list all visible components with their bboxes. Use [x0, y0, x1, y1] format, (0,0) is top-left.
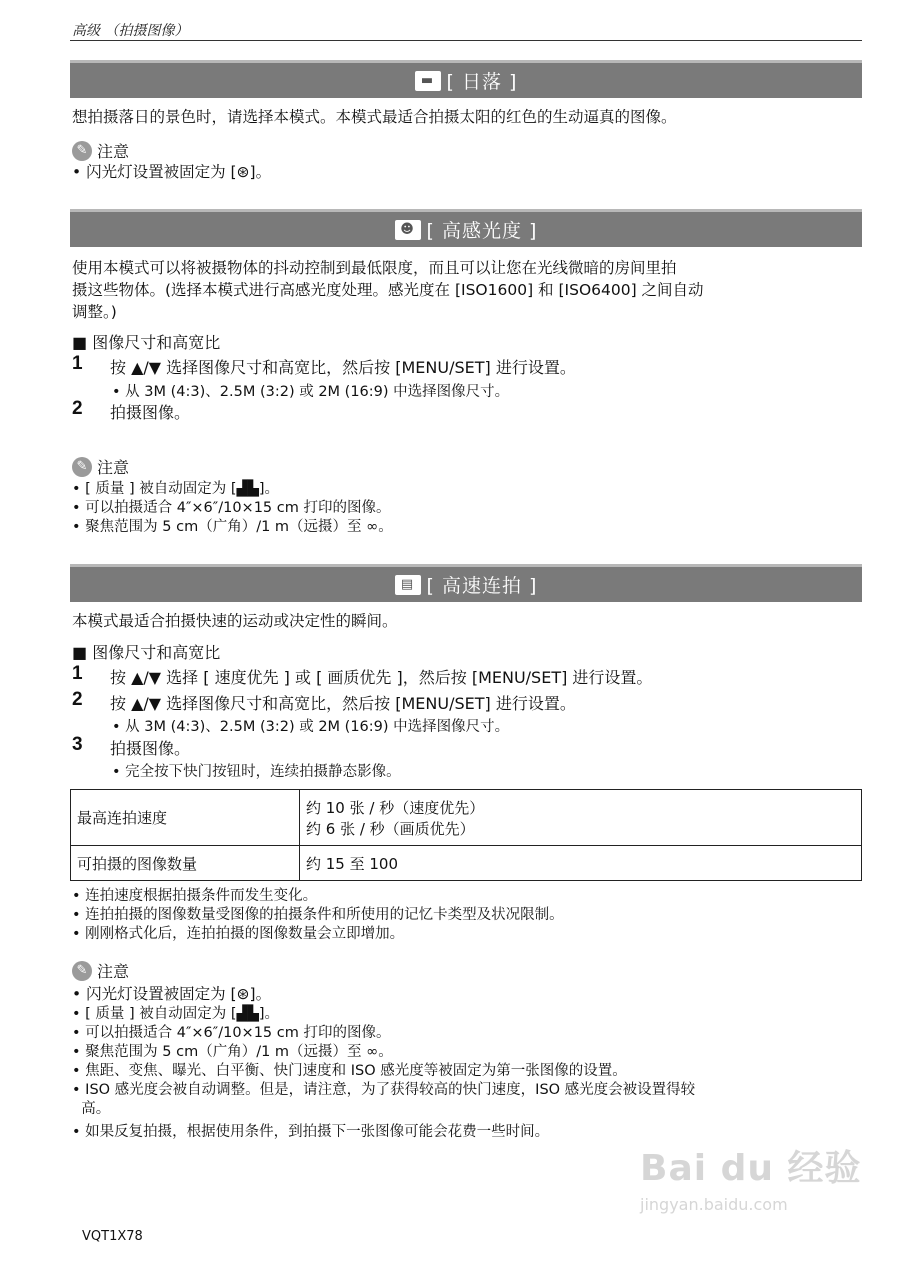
high-sens-note-1: • [ 质量 ] 被自动固定为 [▟▙]。: [72, 481, 280, 497]
burst-table-note-1: • 连拍速度根据拍摄条件而发生变化。: [72, 888, 318, 904]
burst-spec-table: [70, 789, 862, 881]
burst-step-2-sub: • 从 3M (4:3)、2.5M (3:2) 或 2M (16:9) 中选择图像尺寸。: [112, 719, 510, 735]
high-sens-sub-heading: ■ 图像尺寸和高宽比: [72, 333, 221, 352]
burst-step-2-num: 2: [72, 689, 83, 710]
section-title-high-sensitivity: [ 高感光度 ]: [426, 220, 538, 242]
burst-step-1-text: 按 ▲/▼ 选择 [ 速度优先 ] 或 [ 画质优先 ]，然后按 [MENU/SET] 进行设置。: [110, 668, 653, 687]
high-sens-step-1-text: 按 ▲/▼ 选择图像尺寸和高宽比，然后按 [MENU/SET] 进行设置。: [110, 358, 576, 377]
sunset-note-1: • 闪光灯设置被固定为 [⊛]。: [72, 163, 272, 181]
burst-description: 本模式最适合拍摄快速的运动或决定性的瞬间。: [72, 612, 398, 630]
header-rule: [70, 40, 862, 41]
burst-note-3: • 可以拍摄适合 4″×6″/10×15 cm 打印的图像。: [72, 1025, 391, 1041]
sunset-description: 想拍摄落日的景色时，请选择本模式。本模式最适合拍摄太阳的红色的生动逼真的图像。: [72, 108, 677, 126]
watermark-brand: Bai du 经验: [640, 1148, 862, 1189]
burst-table-note-3: • 刚刚格式化后，连拍拍摄的图像数量会立即增加。: [72, 926, 405, 942]
high-sens-desc-line-2: 摄这些物体。(选择本模式进行高感光度处理。感光度在 [ISO1600] 和 [ISO6400] 之间自动: [72, 281, 704, 299]
burst-step-3-sub: • 完全按下快门按钮时，连续拍摄静态影像。: [112, 764, 401, 780]
high-sensitivity-icon: ☻: [395, 220, 421, 240]
burst-sub-heading: ■ 图像尺寸和高宽比: [72, 643, 221, 662]
sunset-icon: ▬: [415, 71, 441, 91]
burst-note-2: • [ 质量 ] 被自动固定为 [▟▙]。: [72, 1006, 280, 1022]
table-row: [71, 790, 862, 846]
note-heading-sunset: [72, 139, 129, 162]
watermark-url: jingyan.baidu.com: [640, 1195, 788, 1214]
table-key: 可拍摄的图像数量: [71, 846, 300, 881]
section-bar-burst: [70, 564, 862, 602]
burst-note-7: • 如果反复拍摄，根据使用条件，到拍摄下一张图像可能会花费一些时间。: [72, 1124, 550, 1140]
note-label: 注意: [97, 142, 130, 161]
table-row: [71, 846, 862, 881]
burst-table-note-2: • 连拍拍摄的图像数量受图像的拍摄条件和所使用的记忆卡类型及状况限制。: [72, 907, 564, 923]
burst-note-1: • 闪光灯设置被固定为 [⊛]。: [72, 985, 272, 1003]
table-value-line: 约 6 张 / 秒（画质优先）: [306, 819, 475, 838]
high-sens-step-1-num: 1: [72, 353, 83, 374]
burst-note-6: • ISO 感光度会被自动调整。但是，请注意，为了获得较高的快门速度，ISO 感光度会被设置得较: [72, 1082, 696, 1098]
section-bar-sunset: [70, 60, 862, 98]
page-footer-code: VQT1X78: [82, 1229, 143, 1244]
high-sens-desc-line-3: 调整。): [72, 303, 117, 321]
high-sens-desc-line-1: 使用本模式可以将被摄物体的抖动控制到最低限度，而且可以让您在光线微暗的房间里拍: [72, 259, 677, 277]
pencil-note-icon: ✎: [72, 141, 92, 161]
table-value-line: 约 10 张 / 秒（速度优先）: [306, 798, 485, 817]
section-title-burst: [ 高速连拍 ]: [426, 575, 538, 597]
section-bar-high-sensitivity: [70, 209, 862, 247]
note-label: 注意: [97, 962, 130, 981]
running-header: 高级 （拍摄图像）: [72, 23, 189, 39]
table-value: [300, 790, 862, 846]
section-title-sunset: [ 日落 ]: [446, 71, 518, 93]
high-sens-note-2: • 可以拍摄适合 4″×6″/10×15 cm 打印的图像。: [72, 500, 391, 516]
burst-note-5: • 焦距、变焦、曝光、白平衡、快门速度和 ISO 感光度等被固定为第一张图像的设置。: [72, 1063, 627, 1079]
pencil-note-icon: ✎: [72, 457, 92, 477]
note-heading-high-sens: [72, 455, 129, 478]
note-heading-burst: [72, 959, 129, 982]
burst-note-4: • 聚焦范围为 5 cm（广角）/1 m（远摄）至 ∞。: [72, 1044, 393, 1060]
baidu-watermark: [640, 1140, 870, 1250]
burst-step-1-num: 1: [72, 663, 83, 684]
burst-step-3-num: 3: [72, 734, 83, 755]
burst-icon: ▤: [395, 575, 421, 595]
pencil-note-icon: ✎: [72, 961, 92, 981]
table-value: 约 15 至 100: [300, 846, 862, 881]
burst-note-6-cont: 高。: [72, 1101, 111, 1117]
note-label: 注意: [97, 458, 130, 477]
high-sens-note-3: • 聚焦范围为 5 cm（广角）/1 m（远摄）至 ∞。: [72, 519, 393, 535]
high-sens-step-2-num: 2: [72, 398, 83, 419]
high-sens-step-2-text: 拍摄图像。: [110, 403, 191, 422]
burst-step-2-text: 按 ▲/▼ 选择图像尺寸和高宽比，然后按 [MENU/SET] 进行设置。: [110, 694, 576, 713]
table-key: 最高连拍速度: [71, 790, 300, 846]
high-sens-step-1-sub: • 从 3M (4:3)、2.5M (3:2) 或 2M (16:9) 中选择图像尺寸。: [112, 384, 510, 400]
burst-step-3-text: 拍摄图像。: [110, 739, 191, 758]
